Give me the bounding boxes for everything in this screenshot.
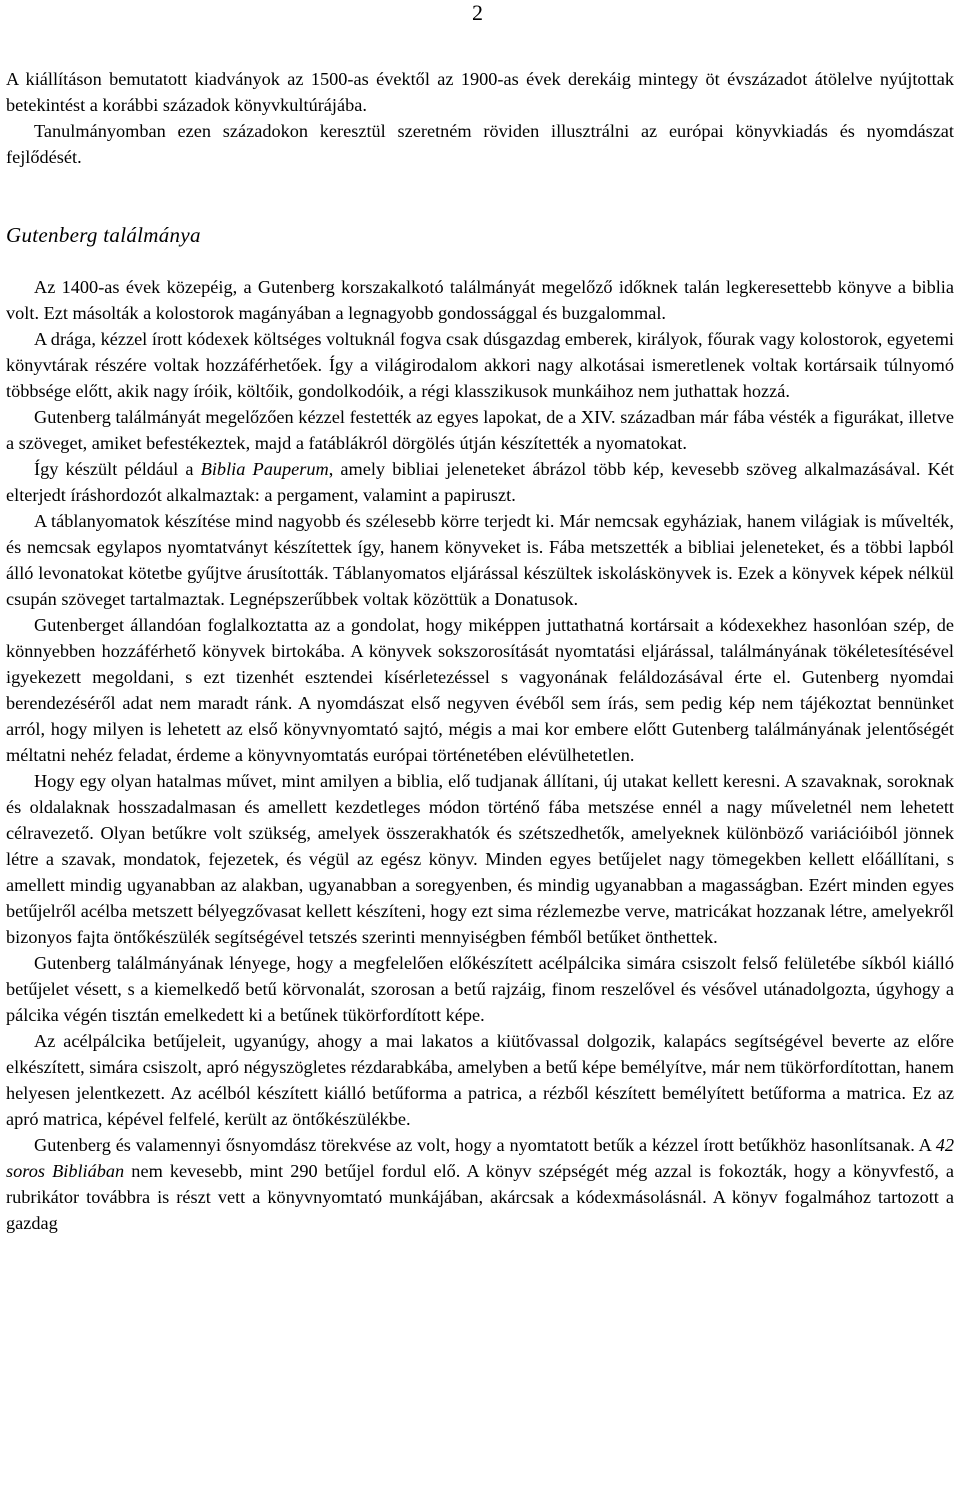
- text-run: Így készült például a: [34, 459, 201, 479]
- text-run: , amely bibliai jeleneteket ábrázol több kép, kevesebb szöveg alkalmazásával. Két elterjedt íráshordozót alkalmaztak: a pergament, valamint a papiruszt.: [6, 459, 954, 505]
- page-number: 2: [472, 0, 483, 25]
- body-paragraph: Gutenberget állandóan foglalkoztatta az a gondolat, hogy miképpen juttathatná kortársait a kódexekhez hasonlóan szép, de könnyebben hozzáférhető könyvek birtokába. A könyvek sokszorosítását nyomtatási eljárással, találmányának tökéletesítésével igyekezett megoldani, s ezt tizenhét esztendei kísérletezéssel s vagyonának feláldozásával érte el. Gutenberg nyomdai berendezéséről adat nem maradt ránk. A nyomdászat első negyven évéből sem írás, sem pedig kép nem tájékoztat bennünket arról, hogy milyen is lehetett az első könyvnyomtató sajtó, mégis a mai kor embere előtt Gutenberg találmányának jelentőségét méltatni nehéz feladat, érdeme a könyvnyomtatás európai történetében elévülhetetlen.: [6, 615, 954, 765]
- italic-title: Biblia Pauperum: [200, 459, 329, 479]
- text-run: nem kevesebb, mint 290 betűjel fordul elő. A könyv szépségét még azzal is fokozták, hogy a könyvfestő, a rubrikátor továbbra is részt vett a könyvnyomtató munkájában, akárcsak a kódexmásolásnál. A könyv fogalmához tartozott a gazdag: [6, 1161, 954, 1233]
- intro-paragraph: Tanulmányomban ezen századokon keresztül szeretném röviden illusztrálni az európai könyvkiadás és nyomdászat fejlődését.: [6, 121, 954, 167]
- section-heading: Gutenberg találmánya: [6, 223, 201, 247]
- text-run: Gutenberg és valamennyi ősnyomdász törekvése az volt, hogy a nyomtatott betűk a kézzel írott betűkhöz hasonlítsanak. A: [34, 1135, 936, 1155]
- body-paragraph: Az 1400-as évek közepéig, a Gutenberg korszakalkotó találmányát megelőző időknek talán legkeresettebb könyve a biblia volt. Ezt másolták a kolostorok magányában a legnagyobb gondossággal és buzgalommal.: [6, 277, 954, 323]
- body-paragraph: [6, 456, 954, 508]
- body-paragraph: A táblanyomatok készítése mind nagyobb és szélesebb körre terjedt ki. Már nemcsak egyháziak, hanem világiak is művelték, és nemcsak egylapos nyomtatványt készítettek így, hanem könyveket is. Fába metszették a bibliai jeleneteket, és a többi lapból álló levonatokat kötetbe gyűjtve árusították. Táblanyomatos eljárással készültek iskoláskönyvek is. Ezek a könyvek képek nélkül csupán szöveget tartalmaztak. Legnépszerűbbek voltak közöttük a Donatusok.: [6, 511, 954, 609]
- body-paragraph: A drága, kézzel írott kódexek költséges voltuknál fogva csak dúsgazdag emberek, királyok, főurak vagy kolostorok, egyetemi könyvtárak részére voltak hozzáférhetőek. Így a világirodalom akkori nagy alkotásai ismeretlenek voltak kortársaik túlnyomó többsége előtt, akik nagy íróik, költőik, gondolkodóik, a régi klasszikusok munkáihoz nem juthattak hozzá.: [6, 329, 954, 401]
- intro-paragraph: A kiállításon bemutatott kiadványok az 1500-as évektől az 1900-as évek derekáig mintegy öt évszázadot átölelve nyújtottak betekintést a korábbi századok könyvkultúrájába.: [6, 69, 954, 115]
- document-body: [6, 66, 954, 1236]
- body-paragraph: [6, 1132, 954, 1236]
- body-paragraph: Gutenberg találmányának lényege, hogy a megfelelően előkészített acélpálcika simára csiszolt felső felületébe síkból kiálló betűjelet vésett, s a kiemelkedő betű körvonalát, szorosan a betű rajzáig, finom reszelővel és vésővel utánadolgozta, úgyhogy a pálcika végén tisztán emelkedett ki a betűnek tükörfordított képe.: [6, 953, 954, 1025]
- body-paragraph: Hogy egy olyan hatalmas művet, mint amilyen a biblia, elő tudjanak állítani, új utakat kellett keresni. A szavaknak, soroknak és oldalaknak hosszadalmasan és amellett kezdetleges módon történő fába metszése ennél a nagy műveletnél nem lehetett célravezető. Olyan betűkre volt szükség, amelyek összerakhatók és szétszedhetők, amelyeknek különböző variációiból jönnek létre a szavak, mondatok, fejezetek, és végül az egész könyv. Minden egyes betűjelet nagy tömegekben kellett előállítani, s amellett mindig ugyanabban az alakban, ugyanabban a soregyenben, és mindig ugyanabban a magasságban. Ezért minden egyes betűjelről acélba metszett bélyegzővasat kellett készíteni, hogy ezt sima rézlemezbe verve, matricákat hozzanak létre, amelyekről bizonyos fajta öntőkészülék segítségével tetszés szerinti mennyiségben fémből betűket önthettek.: [6, 771, 954, 947]
- body-paragraph: Gutenberg találmányát megelőzően kézzel festették az egyes lapokat, de a XIV. században már fába vésték a figurákat, illetve a szöveget, amiket befestékeztek, majd a fatáblákról dörgölés útján készítették a nyomatokat.: [6, 407, 954, 453]
- body-paragraph: Az acélpálcika betűjeleit, ugyanúgy, ahogy a mai lakatos a kiütővassal dolgozik, kalapács segítségével beverte az előre elkészített, simára csiszolt, apró négyszögletes rézdarabkába, amelyben a betű képe bemélyítve, már nem tükörfordítottan, hanem helyesen jelentkezett. Az acélból készített kiálló betűforma a patrica, a rézből készített bemélyített betűforma a matrica. Ez az apró matrica, képével felfelé, került az öntőkészülékbe.: [6, 1031, 954, 1129]
- italic-title: 42 soros Bibliában: [6, 1135, 954, 1181]
